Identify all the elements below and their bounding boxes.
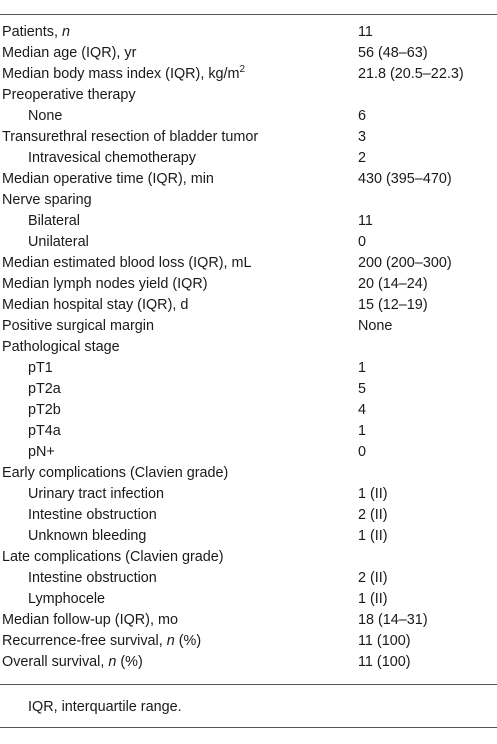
row-label: [28, 148, 196, 169]
row-label: [28, 106, 62, 127]
row-label: [2, 64, 245, 85]
table-row: [0, 400, 497, 421]
row-value: 15 (12–19): [358, 297, 428, 313]
table-body: [0, 22, 497, 673]
row-label: [2, 274, 208, 295]
table-row: [0, 589, 497, 610]
row-value: 11: [358, 24, 373, 40]
row-label: [2, 631, 201, 652]
row-label-italic: n: [62, 24, 71, 40]
row-value: 56 (48–63): [358, 45, 428, 61]
row-label-text: Intestine obstruction: [28, 507, 157, 523]
row-value: 430 (395–470): [358, 171, 452, 187]
table-row: [0, 169, 497, 190]
row-label-text: Intestine obstruction: [28, 570, 157, 586]
row-value: 1 (II): [358, 528, 388, 544]
row-label: [2, 652, 143, 673]
table-row: [0, 190, 497, 211]
row-label-text: Overall survival,: [2, 654, 109, 670]
table-row: [0, 316, 497, 337]
row-label-text: pT2b: [28, 402, 61, 418]
row-label-text: pT1: [28, 360, 53, 376]
row-label-text: Median body mass index (IQR), kg/m: [2, 66, 240, 82]
row-value: 2: [358, 150, 367, 166]
row-label-text: Unilateral: [28, 234, 89, 250]
table-row: [0, 505, 497, 526]
row-label: [28, 568, 157, 589]
row-label: [2, 22, 70, 43]
row-label-text: Recurrence-free survival,: [2, 633, 167, 649]
row-value: 1: [358, 423, 367, 439]
row-label-text: Pathological stage: [2, 339, 120, 355]
table-row: [0, 484, 497, 505]
row-label-text: Early complications (Clavien grade): [2, 465, 229, 481]
row-label-italic: n: [108, 654, 117, 670]
row-label: [2, 610, 178, 631]
table-row: [0, 463, 497, 484]
row-label-text: Median operative time (IQR), min: [2, 171, 214, 187]
row-label: [28, 526, 146, 547]
row-label-text: Bilateral: [28, 213, 80, 229]
table-row: [0, 211, 497, 232]
table-row: [0, 232, 497, 253]
row-label-text: Intravesical chemotherapy: [28, 150, 196, 166]
table-row: [0, 442, 497, 463]
row-label: [28, 589, 105, 610]
row-value: 2 (II): [358, 570, 388, 586]
row-value: 2 (II): [358, 507, 388, 523]
table-row: [0, 64, 497, 85]
table-row: [0, 106, 497, 127]
row-label-text: pT2a: [28, 381, 61, 397]
row-label-text: pN+: [28, 444, 55, 460]
row-label: [2, 85, 136, 106]
row-value: 1 (II): [358, 486, 388, 502]
row-label-text: None: [28, 108, 63, 124]
top-rule: [0, 14, 497, 15]
row-label-text: Lymphocele: [28, 591, 106, 607]
row-label-superscript: 2: [239, 64, 246, 76]
row-value: 18 (14–31): [358, 612, 428, 628]
row-label: [28, 358, 53, 379]
row-label-text: Late complications (Clavien grade): [2, 549, 224, 565]
row-label: [2, 316, 154, 337]
table-row: [0, 337, 497, 358]
row-value: 11 (100): [358, 633, 411, 649]
table-row: [0, 43, 497, 64]
row-value: 5: [358, 381, 367, 397]
table-row: [0, 274, 497, 295]
row-label: [28, 484, 164, 505]
row-value: 200 (200–300): [358, 255, 452, 271]
row-value: 4: [358, 402, 367, 418]
row-label: [2, 337, 120, 358]
row-label-text: Urinary tract infection: [28, 486, 164, 502]
row-label: [2, 190, 92, 211]
row-value: 0: [358, 444, 367, 460]
row-value: 3: [358, 129, 367, 145]
row-label: [2, 169, 214, 190]
row-value: 20 (14–24): [358, 276, 428, 292]
row-label: [28, 232, 89, 253]
row-label-tail: (%): [174, 633, 202, 649]
table-row: [0, 652, 497, 673]
row-label-text: Transurethral resection of bladder tumor: [2, 129, 259, 145]
row-label: [2, 43, 136, 64]
row-label-text: Median age (IQR), yr: [2, 45, 137, 61]
row-label-text: Patients,: [2, 24, 62, 40]
row-label: [2, 547, 224, 568]
table-row: [0, 610, 497, 631]
row-label: [2, 127, 258, 148]
table-row: [0, 253, 497, 274]
row-label: [2, 463, 228, 484]
row-label-text: pT4a: [28, 423, 61, 439]
table-row: [0, 631, 497, 652]
row-label: [2, 253, 252, 274]
row-label-text: Median hospital stay (IQR), d: [2, 297, 189, 313]
table-row: [0, 295, 497, 316]
row-value: 0: [358, 234, 367, 250]
table-footnote: IQR, interquartile range.: [28, 699, 182, 715]
table-row: [0, 568, 497, 589]
row-value: 1 (II): [358, 591, 388, 607]
row-label-text: Preoperative therapy: [2, 87, 136, 103]
row-label-text: Unknown bleeding: [28, 528, 147, 544]
row-label: [28, 211, 80, 232]
table-row: [0, 379, 497, 400]
row-value: None: [358, 318, 393, 334]
row-value: 1: [358, 360, 367, 376]
row-value: 6: [358, 108, 367, 124]
row-label: [28, 505, 157, 526]
table-row: [0, 127, 497, 148]
bottom-rule: [0, 684, 497, 685]
row-label-text: Median lymph nodes yield (IQR): [2, 276, 208, 292]
table-row: [0, 547, 497, 568]
row-value: 11: [358, 213, 373, 229]
table-row: [0, 85, 497, 106]
row-label-italic: n: [166, 633, 175, 649]
table-row: [0, 148, 497, 169]
row-label-tail: (%): [116, 654, 143, 670]
table-row: [0, 22, 497, 43]
row-label-text: Median estimated blood loss (IQR), mL: [2, 255, 252, 271]
row-label: [28, 421, 61, 442]
row-label: [2, 295, 188, 316]
table-row: [0, 421, 497, 442]
row-label-text: Nerve sparing: [2, 192, 92, 208]
row-label-text: Positive surgical margin: [2, 318, 154, 334]
row-label: [28, 442, 55, 463]
table-row: [0, 526, 497, 547]
row-label: [28, 400, 61, 421]
row-label-text: Median follow-up (IQR), mo: [2, 612, 178, 628]
footnote-rule: [0, 727, 497, 728]
table-row: [0, 358, 497, 379]
row-value: 21.8 (20.5–22.3): [358, 66, 464, 82]
row-label: [28, 379, 61, 400]
row-value: 11 (100): [358, 654, 411, 670]
